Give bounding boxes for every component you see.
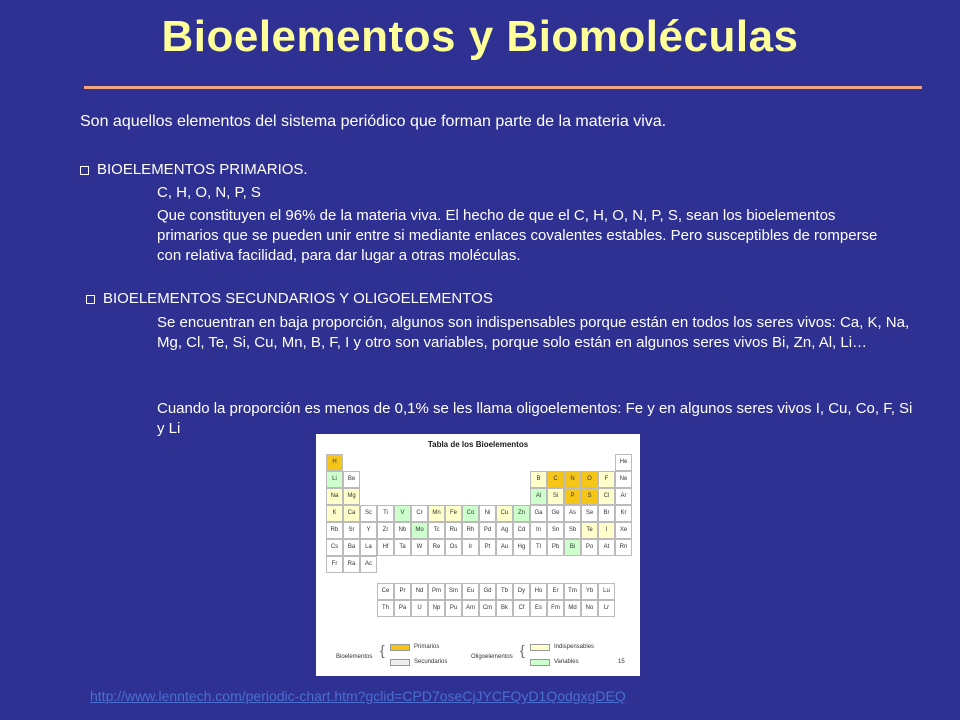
element-cell-cm: Cm [479,600,496,617]
element-cell-tb: Tb [496,583,513,600]
element-cell-pt: Pt [479,539,496,556]
legend-swatch-variables [530,659,550,666]
element-cell-mn: Mn [428,505,445,522]
legend-swatch-primarios [390,644,410,651]
element-cell-cu: Cu [496,505,513,522]
element-cell-cr: Cr [411,505,428,522]
element-cell-in: In [530,522,547,539]
element-cell-fm: Fm [547,600,564,617]
element-cell-eu: Eu [462,583,479,600]
element-cell-tc: Tc [428,522,445,539]
legend-bioelementos: Bioelementos [336,654,373,660]
element-cell-b: B [530,471,547,488]
element-cell-cs: Cs [326,539,343,556]
element-cell-ni: Ni [479,505,496,522]
element-cell-sr: Sr [343,522,360,539]
oligoelementos-text: Cuando la proporción es menos de 0,1% se les llama oligoelementos: Fe y en algunos seres vivos I, Cu, Co, F, Si y Li [157,400,913,437]
element-cell-gd: Gd [479,583,496,600]
element-cell-cf: Cf [513,600,530,617]
element-cell-no: No [581,600,598,617]
primarios-heading-label: BIOELEMENTOS PRIMARIOS. [97,161,308,178]
element-cell-tl: Tl [530,539,547,556]
element-cell-ba: Ba [343,539,360,556]
element-cell-lu: Lu [598,583,615,600]
element-cell-th: Th [377,600,394,617]
page-number: 15 [618,659,625,665]
element-cell-ce: Ce [377,583,394,600]
periodic-table-title: Tabla de los Bioelementos [427,440,529,449]
element-cell-u: U [411,600,428,617]
checkbox-bullet-icon [80,166,89,175]
element-cell-os: Os [445,539,462,556]
element-cell-rh: Rh [462,522,479,539]
element-cell-dy: Dy [513,583,530,600]
element-cell-al: Al [530,488,547,505]
legend-swatch-secundarios [390,659,410,666]
legend-oligoelementos: Oligoelementos [471,654,513,660]
element-cell-rb: Rb [326,522,343,539]
element-cell-ga: Ga [530,505,547,522]
primarios-elements: C, H, O, N, P, S [157,184,261,201]
element-cell-li: Li [326,471,343,488]
slide-title: Bioelementos y Biomoléculas [161,12,799,61]
element-cell-ne: Ne [615,471,632,488]
element-cell-na: Na [326,488,343,505]
element-cell-as: As [564,505,581,522]
element-cell-f: F [598,471,615,488]
element-cell-er: Er [547,583,564,600]
element-cell-yb: Yb [581,583,598,600]
element-cell-pd: Pd [479,522,496,539]
legend-primarios: Primarios [414,644,440,650]
element-cell-sn: Sn [547,522,564,539]
element-cell-pb: Pb [547,539,564,556]
element-cell-pr: Pr [394,583,411,600]
element-cell-he: He [615,454,632,471]
element-cell-kr: Kr [615,505,632,522]
element-cell-pu: Pu [445,600,462,617]
element-cell-xe: Xe [615,522,632,539]
element-cell-zr: Zr [377,522,394,539]
element-cell-o: O [581,471,598,488]
element-cell-br: Br [598,505,615,522]
legend-variables: Variables [554,659,579,665]
element-cell-cl: Cl [598,488,615,505]
element-cell-lr: Lr [598,600,615,617]
element-cell-co: Co [462,505,479,522]
element-cell-fe: Fe [445,505,462,522]
element-cell-cd: Cd [513,522,530,539]
element-cell-po: Po [581,539,598,556]
element-cell-bk: Bk [496,600,513,617]
element-cell-md: Md [564,600,581,617]
element-cell-sm: Sm [445,583,462,600]
legend-secundarios: Secundarios [414,659,448,665]
legend-brace-icon: { [380,642,385,658]
element-cell-y: Y [360,522,377,539]
secundarios-heading-label: BIOELEMENTOS SECUNDARIOS Y OLIGOELEMENTOS [103,290,493,307]
element-cell-pa: Pa [394,600,411,617]
element-cell-ru: Ru [445,522,462,539]
element-cell-ir: Ir [462,539,479,556]
element-cell-i: I [598,522,615,539]
legend-indispensables: Indispensables [554,644,595,650]
element-cell-k: K [326,505,343,522]
element-cell-sc: Sc [360,505,377,522]
element-cell-la: La [360,539,377,556]
element-cell-mo: Mo [411,522,428,539]
element-cell-s: S [581,488,598,505]
element-cell-es: Es [530,600,547,617]
element-cell-tm: Tm [564,583,581,600]
element-cell-si: Si [547,488,564,505]
element-cell-am: Am [462,600,479,617]
element-cell-w: W [411,539,428,556]
element-cell-te: Te [581,522,598,539]
primarios-text: Que constituyen el 96% de la materia viva. El hecho de que el C, H, O, N, P, S, sean los bioelementos primarios que se pueden unir entre si mediante enlaces covalentes estables. Pero susceptibles de romperse con relativa facilidad, para dar lugar a otras moléculas. [157,207,878,264]
element-cell-au: Au [496,539,513,556]
element-cell-mg: Mg [343,488,360,505]
element-cell-bi: Bi [564,539,581,556]
element-cell-zn: Zn [513,505,530,522]
element-cell-fr: Fr [326,556,343,573]
element-cell-v: V [394,505,411,522]
checkbox-bullet-icon [86,295,95,304]
element-cell-ra: Ra [343,556,360,573]
element-cell-ag: Ag [496,522,513,539]
periodic-table-image [316,434,640,676]
secundarios-text: Se encuentran en baja proporción, algunos son indispensables porque están en todos los seres vivos: Ca, K, Na, Mg, Cl, Te, Si, Cu, Mn, B, F, I y otro son variables, porque solo están en algunos seres vivos Bi, Zn, Al, Li… [157,314,910,351]
element-cell-ta: Ta [394,539,411,556]
element-cell-at: At [598,539,615,556]
legend-swatch-indispensables [530,644,550,651]
element-cell-np: Np [428,600,445,617]
element-cell-ac: Ac [360,556,377,573]
source-link[interactable]: http://www.lenntech.com/periodic-chart.htm?gclid=CPD7oseCjJYCFQyD1QodgxgDEQ [90,688,626,704]
element-cell-ho: Ho [530,583,547,600]
element-cell-sb: Sb [564,522,581,539]
element-cell-nd: Nd [411,583,428,600]
primarios-heading [80,160,308,180]
element-cell-be: Be [343,471,360,488]
element-cell-hf: Hf [377,539,394,556]
element-cell-ar: Ar [615,488,632,505]
element-cell-c: C [547,471,564,488]
intro-text: Son aquellos elementos del sistema periódico que forman parte de la materia viva. [80,113,667,130]
element-cell-p: P [564,488,581,505]
title-underline [84,86,922,89]
legend-brace-icon: { [520,642,525,658]
element-cell-pm: Pm [428,583,445,600]
secundarios-heading [86,289,493,309]
element-cell-se: Se [581,505,598,522]
element-cell-nb: Nb [394,522,411,539]
element-cell-re: Re [428,539,445,556]
element-cell-h: H [326,454,343,471]
element-cell-n: N [564,471,581,488]
element-cell-rn: Rn [615,539,632,556]
element-cell-ti: Ti [377,505,394,522]
element-cell-ca: Ca [343,505,360,522]
element-cell-ge: Ge [547,505,564,522]
element-cell-hg: Hg [513,539,530,556]
